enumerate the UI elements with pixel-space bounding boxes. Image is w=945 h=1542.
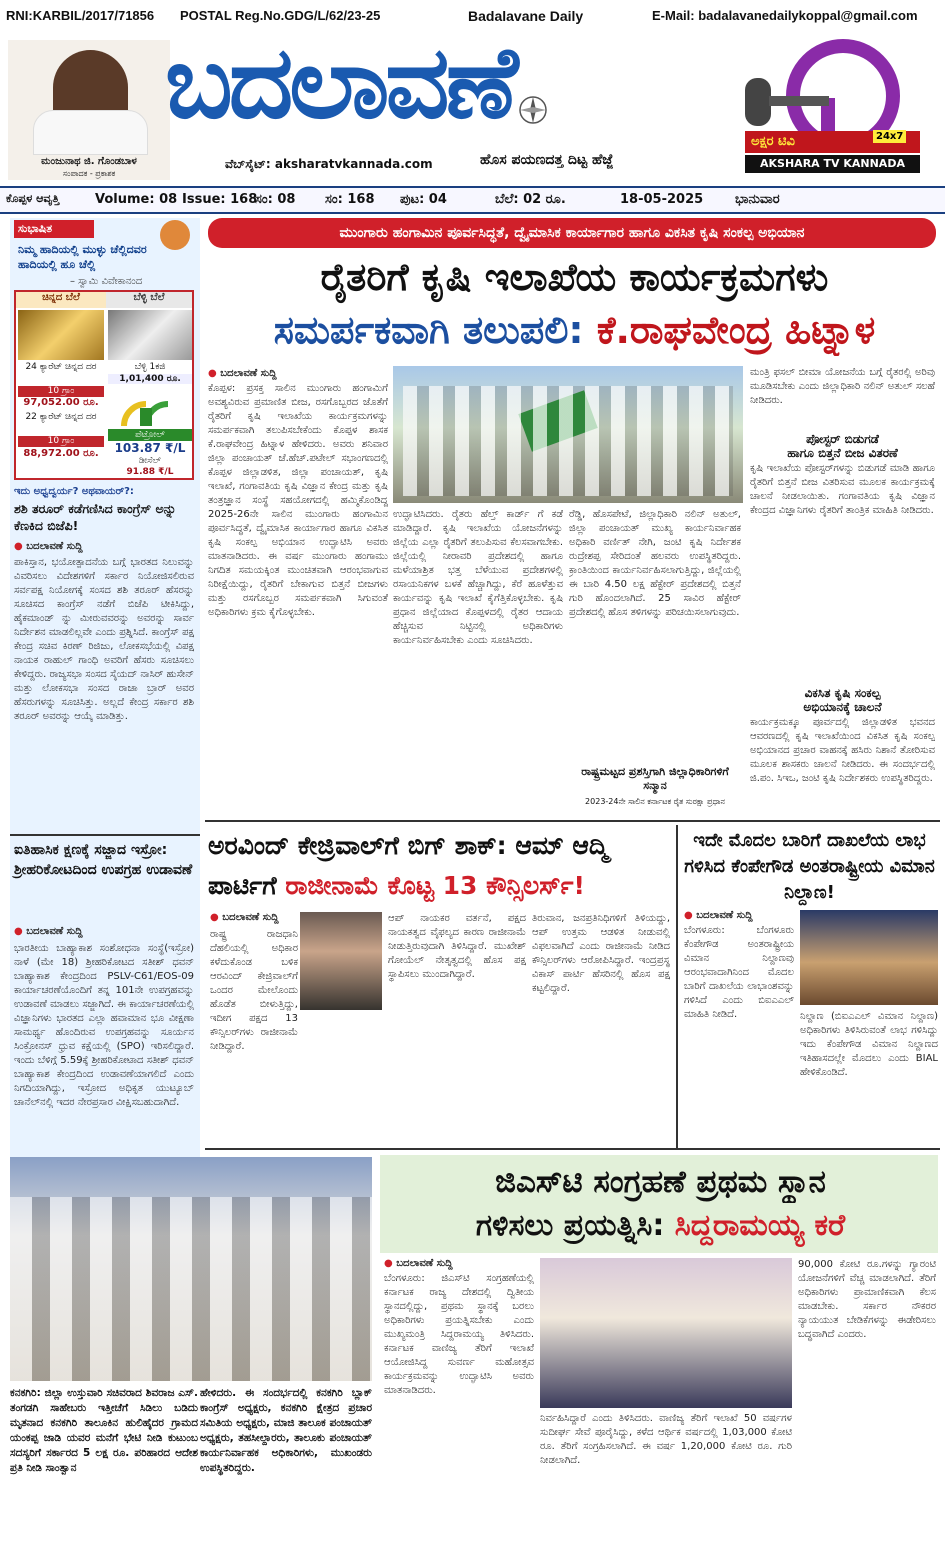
minister-visit-photo — [10, 1157, 372, 1381]
airport-photo — [800, 910, 938, 1005]
lead-body-col4: ಮಂತ್ರಿ ಫಸಲ್ ಬೀಮಾ ಯೋಜನೆಯ ಬಗ್ಗೆ ರೈತರಲ್ಲಿ ಅರಿವು ಮೂಡಿಸಬೇಕು ಎಂದು ಜಿಲ್ಲಾಧಿಕಾರಿ ನಲಿನ್ ಅತುಲ್ ಸಲಹೆ ನೀಡಿದರು. — [750, 367, 935, 406]
akshara-tv-logo — [735, 38, 925, 183]
lead-headline-line1[interactable]: ರೈತರಿಗೆ ಕೃಷಿ ಇಲಾಖೆಯ ಕಾರ್ಯಕ್ರಮಗಳು — [320, 255, 829, 299]
lead-headline-line2[interactable] — [212, 304, 937, 356]
sanchike: ಸಂ: 168 — [325, 192, 375, 207]
gold22-label: 22 ಕ್ಯಾರೆಟ್ ಚಿನ್ನದ ದರ — [25, 412, 97, 422]
lead-kicker: ಮುಂಗಾರು ಹಂಗಾಮಿನ ಪೂರ್ವಸಿದ್ಧತೆ, ದ್ವೈಮಾಸಿಕ ಕಾರ್ಯಾಗಾರ ಹಾಗೂ ವಿಕಸಿತ ಕೃಷಿ ಸಂಕಲ್ಪ ಅಭಿಯಾನ — [208, 218, 936, 248]
issue-number: Issue: 168 — [182, 192, 258, 207]
gst-event-photo — [540, 1258, 792, 1408]
editor-name: ಮಂಜುನಾಥ ಜಿ. ಗೊಂಡಬಾಳ — [41, 156, 137, 167]
petrol-label: ಪೆಟ್ರೋಲ್ — [108, 429, 192, 441]
lead-headline-part-b: ಕೆ.ರಾಘವೇಂದ್ರ ಹಿಟ್ನಾಳ — [596, 308, 876, 352]
tv-name-english: AKSHARA TV KANNADA — [745, 155, 920, 173]
kejriwal-body-col1: ರಾಷ್ಟ್ರ ರಾಜಧಾನಿ ದೆಹಲಿಯಲ್ಲಿ ಅಧಿಕಾರ ಕಳೆದುಕೊಂಡ ಬಳಿಕ ಆರವಿಂದ್ ಕೇಜ್ರಿವಾಲ್‌ಗೆ ಒಂದರ ಮೇಲೊಂದು ಹೊಡೆತ ಬೀಳುತ್ತಿದ್ದು, ಇದೀಗ ಪಕ್ಷದ 13 ಕೌನ್ಸಿಲರ್‌ಗಳು ರಾಜೀನಾಮೆ ನೀಡಿದ್ದಾರೆ. — [210, 929, 298, 1052]
kejriwal-body-col3: ತಿರುವಾನ, ಜನಪ್ರತಿನಿಧಿಗಳಿಗೆ ತಿಳಿಯದ್ದು, ಆಪ್ ಉತ್ತಮ ಆಡಳಿತ ನೀಡುವಲ್ಲಿ ವಿಫಲವಾಗಿದೆ ಎಂದು ರಾಜೀನಾಮೆ ನೀಡಿದ ಕೌನ್ಸಿಲರ್‌ಗಳು ಆರೋಪಿಸಿದ್ದಾರೆ. ಇಂದ್ರಪ್ರಸ್ಥ ವಿಕಾಸ್ ಪಾರ್ಟಿ ಹೆಸರಿನಲ್ಲಿ ಹೊಸ ಪಕ್ಷ ಕಟ್ಟಲಿದ್ದಾರೆ. — [532, 913, 670, 994]
postal-reg: POSTAL Reg.No.GDG/L/62/23-25 — [180, 8, 381, 23]
lead-body-col1: ಕೊಪ್ಪಳ: ಪ್ರಸಕ್ತ ಸಾಲಿನ ಮುಂಗಾರು ಹಂಗಾಮಿಗೆ ಅವಶ್ಯವಿರುವ ಪ್ರಮಾಣಿತ ಬೀಜ, ರಸಗೊಬ್ಬರದ ಜೊತೆಗೆ ರೈತರಿಗೆ ಕೃಷಿ ಇಲಾಖೆಯ ಕಾರ್ಯಕ್ರಮಗಳನ್ನು ಸಮರ್ಪಕವಾಗಿ ತಲುಪಿಸಬೇಕೆಂದು ಕೊಪ್ಪಳ ಶಾಸಕ ಕೆ.ರಾಘವೇಂದ್ರ ಹಿಟ್ನಾಳ ಹೇಳಿದರು. ಅವರು ಶನಿವಾರ ಜಿಲ್ಲಾ ಪಂಚಾಯತ್ ಜೆ.ಹೆಚ್.ಪಟೇಲ್ ಸಭಾಂಗಣದಲ್ಲಿ ಕೊಪ್ಪಳ ಜಿಲ್ಲಾಡಳಿತ, ಜಿಲ್ಲಾ ಪಂಚಾಯತ್, ಕೃಷಿ ಇಲಾಖೆ, ಗಂಗಾವತಿಯ ಕೃಷಿ ವಿಜ್ಞಾನ ಕೇಂದ್ರ ಮತ್ತು ಕೃಷಿ ತಂತ್ರಜ್ಞಾನ ಸಂಸ್ಥೆ ಸಹಯೋಗದಲ್ಲಿ ಹಮ್ಮಿಕೊಂಡಿದ್ದ 2025-26ನೇ ಸಾಲಿನ ಮುಂಗಾರು ಹಂಗಾಮಿನ ಪೂರ್ವಸಿದ್ಧತೆ, ದ್ವೈಮಾಸಿಕ ಕಾರ್ಯಾಗಾರ ಹಾಗೂ ವಿಕಸಿತ ಕೃಷಿ ಸಂಕಲ್ಪ ಅಭಿಯಾನ ಉದ್ಘಾಟಿಸಿ ಅವರು ಮಾತನಾಡಿದರು. ಈ ವರ್ಷ ಮುಂಗಾರು ಹಂಗಾಮು ನಿಗದಿತ ಸಮಯಕ್ಕಿಂತ ಮುಂಚಿತವಾಗಿ ಆರಂಭವಾಗುವ ನಿರೀಕ್ಷೆಯಿದ್ದು, ರೈತರಿಗೆ ಬೇಕಾಗುವ ಬಿತ್ತನೆ ಬೀಜಗಳು ಮತ್ತು ರಸಗೊಬ್ಬರ ಸಮರ್ಪಕವಾಗಿ ಸಿಗುವಂತೆ ಅಧಿಕಾರಿಗಳು ಕ್ರಮ ಕೈಗೊಳ್ಳಬೇಕು. — [208, 383, 388, 618]
gst-headline-box — [380, 1155, 938, 1253]
lead-sub2-title: ವಿಕಸಿತ ಕೃಷಿ ಸಂಕಲ್ಪ — [804, 686, 881, 700]
diesel-price: 91.88 ₹/L — [126, 467, 174, 477]
gst-headline-line1[interactable]: ಜಿಎಸ್‌ಟಿ ಸಂಗ್ರಹಣೆ ಪ್ರಥಮ ಸ್ಥಾನ — [495, 1164, 826, 1200]
rni-number: RNI:KARBIL/2017/71856 — [6, 8, 155, 23]
lead-photo — [393, 366, 743, 503]
gold-title: ಚಿನ್ನದ ಬೆಲೆ — [16, 292, 106, 308]
gold24-label: 24 ಕ್ಯಾರೆಟ್ ಚಿನ್ನದ ದರ — [25, 362, 97, 372]
lead-sub2-title-b: ಅಭಿಯಾನಕ್ಕೆ ಚಾಲನೆ — [803, 700, 882, 714]
gold24-price: 97,052.00 ರೂ. — [23, 397, 99, 408]
kejriwal-head2-part-b: ರಾಜೀನಾಮೆ ಕೊಟ್ಟ 13 ಕೌನ್ಸಿಲರ್ಸ್! — [285, 871, 585, 900]
price: ಬೆಲೆ: 02 ರೂ. — [495, 192, 566, 207]
story-isro-body: ಭಾರತೀಯ ಬಾಹ್ಯಾಕಾಶ ಸಂಶೋಧನಾ ಸಂಸ್ಥೆ(ಇಸ್ರೋ) ನಾಳೆ (ಮೇ 18) ಶ್ರೀಹರಿಕೋಟದ ಸತೀಶ್ ಧವನ್ ಬಾಹ್ಯಾಕಾಶ ಕೇಂದ್ರದಿಂದ PSLV-C61/EOS-09 ಕಾರ್ಯಾಚರಣೆಯೊಂದಿಗೆ ತನ್ನ 101ನೇ ಉಪಗ್ರಹವನ್ನು ಉಡಾವಣೆ ಮಾಡಲು ಸಜ್ಜಾಗಿದೆ. ಈ ಕಾರ್ಯಾಚರಣೆಯಲ್ಲಿ ವಿಜ್ಞಾನಿಗಳು ಭಾರತದ ಎಲ್ಲಾ ಹವಾಮಾನ ಭೂ ವೀಕ್ಷಣಾ ಸಾಮರ್ಥ್ಯ ಹೊಂದಿರುವ ಉಪಗ್ರಹವನ್ನು ಸೂರ್ಯನ ಸಿಂಕ್ರೋನಸ್ ಧ್ರುವ ಕಕ್ಷೆಯಲ್ಲಿ (SPO) ಇರಿಸಲಿದ್ದಾರೆ. ಇಂದು ಬೆಳಿಗ್ಗೆ 5.59ಕ್ಕೆ ಶ್ರೀಹರಿಕೋಟಾದ ಸತೀಶ್ ಧವನ್ ಬಾಹ್ಯಾಕಾಶ ಕೇಂದ್ರದಿಂದ ಉಡಾವಣೆಯಾಗಲಿದೆ ಎಂದು ನಿಗದಿಯಾಗಿದ್ದು, ಇಸ್ರೋದ ಅಧಿಕೃತ ಯುಟ್ಯೂಬ್ ಚಾನೆಲ್‌ನಲ್ಲಿ ಇದರ ನೇರಪ್ರಸಾರ ವೀಕ್ಷಿಸಬಹುದಾಗಿದೆ. — [14, 943, 194, 1108]
silver-title: ಬೆಳ್ಳಿ ಬೆಲೆ — [106, 292, 192, 308]
lead-sub1-title: ಪೋಸ್ಟರ್ ಬಿಡುಗಡೆ — [806, 432, 879, 446]
story-tharoor-headline[interactable]: ಶಶಿ ತರೂರ್ ಕಡೆಗಣಿಸಿದ ಕಾಂಗ್ರೆಸ್ ಅನ್ನು ಕೆಣಕಿದ ಬಿಜೆಪಿ! — [14, 501, 177, 533]
airport-headline[interactable]: ಇದೇ ಮೊದಲ ಬಾರಿಗೆ ದಾಖಲೆಯ ಲಾಭ ಗಳಿಸಿದ ಕೆಂಪೇಗೌಡ ಅಂತರಾಷ್ಟ್ರೀಯ ವಿಮಾನ ನಿಲ್ದಾಣ! — [684, 830, 935, 903]
kejriwal-head-part-a: ಅರವಿಂದ್ ಕೇಜ್ರಿವಾಲ್‌ಗೆ ಬಿಗ್ ಶಾಕ್: — [208, 831, 516, 860]
kejriwal-headline-line1[interactable] — [208, 828, 668, 864]
gold-bars-image — [18, 310, 104, 360]
story-isro-headline[interactable]: ಐತಿಹಾಸಿಕ ಕ್ಷಣಕ್ಕೆ ಸಜ್ಜಾದ ಇಸ್ರೋ: ಶ್ರೀಹರಿಕೋಟದಿಂದ ಉಪಗ್ರಹ ಉಡಾವಣೆ — [14, 842, 193, 878]
editor-photo — [8, 40, 170, 180]
lead-body-col2: ಉದ್ಘಾಟಿಸಿದರು. ರೈತರು ಹೆಲ್ತ್ ಕಾರ್ಡ್ ಗೆ ಕಡೆ ಮಾಡಿದ್ದಾರೆ. ಕೃಷಿ ಇಲಾಖೆಯ ಯೋಜನೆಗಳನ್ನು ಜಿಲ್ಲೆಯ ಎಲ್ಲಾ ರೈತರಿಗೆ ತಲುಪಿಸುವ ಕೆಲಸವಾಗಬೇಕು. ಜಿಲ್ಲೆಯಲ್ಲಿ ನೀರಾವರಿ ಪ್ರದೇಶದಲ್ಲಿ ಹಾಗೂ ಮಳೆಯಾಶ್ರಿತ ಭತ್ತ ಬೆಳೆಯುವ ಪ್ರದೇಶಗಳಲ್ಲಿ ರಸಾಯನಿಕಗಳ ಬಳಕೆ ಹೆಚ್ಚಾಗಿದ್ದು, ಕೆರೆ ಹೂಳೆತ್ತುವ ಕಾರ್ಯವನ್ನು ಕೃಷಿ ಇಲಾಖೆ ಕೈಗೆತ್ತಿಕೊಳ್ಳಬೇಕು. ಕೃಷಿ ಪ್ರಧಾನ ಜಿಲ್ಲೆಯಾದ ಕೊಪ್ಪಳದಲ್ಲಿ ರೈತರ ಆದಾಯ ಹೆಚ್ಚಿಸುವ ನಿಟ್ಟಿನಲ್ಲಿ ಅಧಿಕಾರಿಗಳು ಕಾರ್ಯನಿರ್ವಹಿಸಬೇಕು ಎಂದು ಸೂಚಿಸಿದರು. — [393, 509, 563, 646]
samputa: ಸಂ: 08 — [255, 192, 296, 207]
pages: ಪುಟ: 04 — [400, 192, 447, 207]
gst-body-col3: 90,000 ಕೋಟಿ ರೂ.ಗಳನ್ನು ಗ್ಯಾರಂಟಿ ಯೋಜನೆಗಳಿಗೆ ವೆಚ್ಚ ಮಾಡಲಾಗಿದೆ. ತೆರಿಗೆ ಅಧಿಕಾರಿಗಳು ಪ್ರಾಮಾಣಿಕವಾಗಿ ಕೆಲಸ ಮಾಡಬೇಕು. ಸರ್ಕಾರ ನೌಕರರ ನ್ಯಾಯಯುತ ಬೇಡಿಕೆಗಳನ್ನು ಈಡೇರಿಸಲು ಬದ್ಧವಾಗಿದೆ ಎಂದರು. — [798, 1259, 936, 1340]
silver-unit: ಬೆಳ್ಳಿ 1ಕಜಿ — [134, 362, 166, 372]
airport-byline: ● ಬದಲಾವಣೆ ಸುದ್ದಿ — [684, 910, 753, 921]
email[interactable]: E-Mail: badalavanedailykoppal@gmail.com — [652, 8, 918, 23]
compass-icon — [518, 95, 548, 125]
subhashita-title: ಸುಭಾಷಿತ — [14, 220, 94, 238]
gold24-unit: 10 ಗ್ರಾಂ — [18, 386, 104, 397]
gst-body-col2: ನಿರ್ವಹಿಸಿದ್ದಾರೆ ಎಂದು ತಿಳಿಸಿದರು. ವಾಣಿಜ್ಯ ತೆರಿಗೆ ಇಲಾಖೆ 50 ವರ್ಷಗಳ ಸುದೀರ್ಘ ಸೇವೆ ಪೂರೈಸಿದ್ದು, ಕಳೆದ ಆರ್ಥಿಕ ವರ್ಷದಲ್ಲಿ 1,03,000 ಕೋಟಿ ರೂ. ತೆರಿಗೆ ಸಂಗ್ರಹಿಸಲಾಗಿದೆ. ಈ ವರ್ಷ 1,20,000 ಕೋಟಿ ರೂ. ಗುರಿ ನೀಡಲಾಗಿದೆ. — [540, 1413, 792, 1466]
gold22-unit: 10 ಗ್ರಾಂ — [18, 436, 104, 447]
issue-bar — [0, 186, 945, 214]
subhashita-author: – ಸ್ವಾಮಿ ವಿವೇಕಾನಂದ — [70, 276, 143, 287]
paper-name-english: Badalavane Daily — [468, 8, 584, 24]
story-tharoor-body: ಪಾಕಿಸ್ತಾನ, ಭಯೋತ್ಪಾದನೆಯ ಬಗ್ಗೆ ಭಾರತದ ನಿಲುವನ್ನು ವಿವರಿಸಲು ವಿದೇಶಗಳಿಗೆ ಸರ್ಕಾರ ನಿಯೋಜಿಸಲಿರುವ ಸರ್ವಪಕ್ಷ ನಿಯೋಗಕ್ಕೆ ಸಂಸದ ಶಶಿ ತರೂರ್ ಹೆಸರನ್ನು ಸೂಚಿಸದ ಕಾಂಗ್ರೆಸ್ ನಡೆಗೆ ಬಿಜೆಪಿ ಟೀಕಿಸಿದ್ದು, ಹೈಕಮಾಂಡ್ ನ್ನು ಮೀರುವವರನ್ನು ಅವರನ್ನು ಸಾರ್ವ ನಿರ್ದೇಶನ ಮಾಡಲಿಲ್ಲವೇ ಎಂದು ಪ್ರಶ್ನಿಸಿದೆ. ಕಾಂಗ್ರೆಸ್ ಪಕ್ಷ ಕೇಂದ್ರ ಸಚಿವ ಕಿರಣ್ ರಿಜಿಜು, ಲೋಕಸಭೆಯಲ್ಲಿ ವಿಪಕ್ಷ ನಾಯಕ ರಾಹುಲ್ ಗಾಂಧಿ ಅವರಿಗೆ ಹೆಸರು ಸೂಚಿಸಲು ಕೇಳಿದ್ದರು. ರಾಜ್ಯಸಭಾ ಸಂಸದ ಸೈಯದ್ ನಾಸಿರ್ ಹುಸೇನ್ ಮತ್ತು ಲೋಕಸಭಾ ಸಂಸದ ರಾಜಾ ಬ್ರಾರ್ ಅವರ ಹೆಸರುಗಳನ್ನು ಸೂಚಿಸಿತ್ತು. ಅಲ್ಲದೆ ಕೇಂದ್ರ ಸರ್ಕಾರ ಶಶಿ ತರೂರ್ ಅವರನ್ನು ಆಯ್ಕೆ ಮಾಡಿತ್ತು. — [14, 557, 194, 722]
kejriwal-byline: ● ಬದಲಾವಣೆ ಸುದ್ದಿ — [210, 912, 279, 923]
petrol-price: 103.87 ₹/L — [114, 441, 186, 455]
vivekananda-portrait — [160, 220, 190, 250]
tagline: ಹೊಸ ಪಯಣದತ್ತ ದಿಟ್ಟ ಹೆಜ್ಜೆ — [480, 152, 614, 168]
silver-bars-image — [108, 310, 192, 360]
kejriwal-headline-line2[interactable] — [208, 866, 668, 906]
airport-body-col2: ನಿಲ್ದಾಣ (ಬಿಐಎಎಲ್ ವಿಮಾನ ನಿಲ್ದಾಣ) ಅಧಿಕಾರಿಗಳು ತಿಳಿಸಿರುವಂತೆ ಲಾಭ ಗಳಿಸಿದ್ದು ಇದು ಕೆಂಪೇಗೌಡ ವಿಮಾನ ನಿಲ್ದಾಣದ ಇತಿಹಾಸದಲ್ಲೇ ಮೊದಲು ಎಂದು BIAL ಹೇಳಿಕೊಂಡಿದೆ. — [800, 1011, 938, 1078]
diesel-label: ಡೀಸೆಲ್ — [138, 456, 162, 466]
edition: ಕೊಪ್ಪಳ ಆವೃತ್ತಿ — [6, 192, 60, 205]
tv-24x7: 24x7 — [873, 130, 906, 143]
volume: Volume: 08 — [95, 192, 178, 207]
lower-divider — [205, 1148, 940, 1150]
issue-day: ಭಾನುವಾರ — [735, 192, 780, 207]
lead-body-col3: ರೆಡ್ಡಿ, ಹೊಸಪೇಟೆ, ಜಿಲ್ಲಾಧಿಕಾರಿ ನಲಿನ್ ಅತುಲ್, ಜಿಲ್ಲಾ ಪಂಚಾಯತ್ ಮುಖ್ಯ ಕಾರ್ಯನಿರ್ವಾಹಕ ಅಧಿಕಾರಿ ವರ್ಣಿತ್ ನೇಗಿ, ಜಂಟಿ ಕೃಷಿ ನಿರ್ದೇಶಕ ರುದ್ರೇಶಪ್ಪ ಸೇರಿದಂತೆ ಹಲವರು ಉಪಸ್ಥಿತರಿದ್ದರು. ಕ್ರಾಂತಿಯಿಂದ ಕಾರ್ಯನಿರ್ವಹಿಸಲಾಗುತ್ತಿದ್ದು, ಜಿಲ್ಲೆಯಲ್ಲಿ ಈ ಬಾರಿ 4.50 ಲಕ್ಷ ಹೆಕ್ಟೇರ್ ಪ್ರದೇಶದಲ್ಲಿ ಬಿತ್ತನೆ ಗುರಿ ಹೊಂದಲಾಗಿದೆ. 25 ಸಾವಿರ ಹೆಕ್ಟೇರ್ ಪ್ರದೇಶದಲ್ಲಿ ಹೊಸ ತಳಿಗಳನ್ನು ಪರಿಚಯಿಸಲಾಗುವುದು. — [569, 509, 741, 618]
lead-byline: ● ಬದಲಾವಣೆ ಸುದ್ದಿ — [208, 368, 277, 379]
issue-date: 18-05-2025 — [620, 192, 704, 207]
kejriwal-head2-part-a: ಪಾರ್ಟಿಗೆ — [208, 871, 286, 900]
fuel-pump-icon — [116, 388, 176, 428]
lead-sub1-body: ಕೃಷಿ ಇಲಾಖೆಯ ಪೋಸ್ಟರ್‌ಗಳನ್ನು ಬಿಡುಗಡೆ ಮಾಡಿ ಹಾಗೂ ರೈತರಿಗೆ ಬಿತ್ತನೆ ಬೀಜ ವಿತರಿಸುವ ಮೂಲಕ ಕಾರ್ಯಕ್ರಮಕ್ಕೆ ಚಾಲನೆ ನೀಡಲಾಯಿತು. ಗಂಗಾವತಿಯ ಕೃಷಿ ವಿಜ್ಞಾನ ಕೇಂದ್ರದ ವಿಜ್ಞಾನಿಗಳು ರೈತರಿಗೆ ತಾಂತ್ರಿಕ ಮಾಹಿತಿ ನೀಡಿದರು. — [750, 463, 935, 516]
minister-visit-caption-2: ಹೇಳಿದರು. ಈ ಸಂದರ್ಭದಲ್ಲಿ ಕನಕಗಿರಿ ಬ್ಲಾಕ್ ಕಾಂಗ್ರೆಸ್ ಅಧ್ಯಕ್ಷರು, ಕನಕಗಿರಿ ಕ್ಷೇತ್ರದ ಪ್ರಚಾರ ಸಮಿತಿಯ ಅಧ್ಯಕ್ಷರು, ಮಾಜಿ ತಾಲೂಕ ಪಂಚಾಯತ್ ಅಧ್ಯಕ್ಷರು, ತಹಸೀಲ್ದಾರರು, ತಾಲೂಕು ಪಂಚಾಯತ್ ಕಾರ್ಯನಿರ್ವಾಹಕ ಅಧಿಕಾರಿಗಳು, ಮುಖಂಡರು ಉಪಸ್ಥಿತರಿದ್ದರು. — [200, 1387, 372, 1474]
story-tharoor-kicker: ಇದು ಅಧ್ವದ್ವರ್ಯ? ಅಥವಾಯರ್?: — [14, 486, 134, 497]
airport-body-col1: ಬೆಂಗಳೂರು: ಬೆಂಗಳೂರು ಕೆಂಪೇಗೌಡ ಅಂತರಾಷ್ಟ್ರೀಯ ವಿಮಾನ ನಿಲ್ದಾಣವು ಆರಂಭವಾದಾಗಿನಿಂದ ಮೊದಲ ಬಾರಿಗೆ ದಾಖಲೆಯ ಲಾಭಾಂಶವನ್ನು ಗಳಿಸಿದೆ ಎಂದು ಬಿಐಎಎಲ್ ಮಾಹಿತಿ ನೀಡಿದೆ. — [684, 925, 794, 1020]
subhashita-text: ನಿಮ್ಮ ಹಾದಿಯಲ್ಲಿ ಮುಳ್ಳು ಚೆಲ್ಲಿದವರ ಹಾದಿಯಲ್ಲಿ ಹೂ ಚೆಲ್ಲಿ — [18, 243, 147, 271]
sidebar-divider — [10, 834, 200, 836]
gold22-price: 88,972.00 ರೂ. — [23, 448, 99, 459]
tv-name-kannada: ಅಕ್ಷರ ಟಿವಿ — [745, 131, 920, 153]
gst-headline-line2[interactable] — [388, 1205, 933, 1247]
lead-sub2-body: ಕಾರ್ಯಕ್ರಮಕ್ಕೂ ಪೂರ್ವದಲ್ಲಿ ಜಿಲ್ಲಾಡಳಿತ ಭವನದ ಆವರಣದಲ್ಲಿ ಕೃಷಿ ಇಲಾಖೆಯಿಂದ ವಿಕಸಿತ ಕೃಷಿ ಸಂಕಲ್ಪ ಅಭಿಯಾನದ ಪ್ರಚಾರ ವಾಹನಕ್ಕೆ ಹಸಿರು ನಿಶಾನೆ ತೋರಿಸುವ ಮೂಲಕ ಶಾಸಕರು ಚಾಲನೆ ನೀಡಿದರು. ಈ ಸಂದರ್ಭದಲ್ಲಿ ಜಿ.ಪಂ. ಸಿಇಒ, ಜಂಟಿ ಕೃಷಿ ನಿರ್ದೇಶಕರು ಉಪಸ್ಥಿತರಿದ್ದರು. — [750, 717, 935, 784]
lead-photo-caption: ರಾಷ್ಟ್ರಮಟ್ಟದ ಪ್ರಶಸ್ತಿಗಾಗಿ ಜಿಲ್ಲಾಧಿಕಾರಿಗಳಿಗೆ ಸನ್ಮಾನ — [581, 765, 729, 792]
gst-body-col1: ಬೆಂಗಳೂರು: ಜಿಎಸ್‌ಟಿ ಸಂಗ್ರಹಣೆಯಲ್ಲಿ ಕರ್ನಾಟಕ ರಾಜ್ಯ ದೇಶದಲ್ಲಿ ದ್ವಿತೀಯ ಸ್ಥಾನದಲ್ಲಿದ್ದು, ಪ್ರಥಮ ಸ್ಥಾನಕ್ಕೆ ಬರಲು ಅಧಿಕಾರಿಗಳು ಪ್ರಯತ್ನಿಸಬೇಕು ಎಂದು ಮುಖ್ಯಮಂತ್ರಿ ಸಿದ್ದರಾಮಯ್ಯ ತಿಳಿಸಿದರು. ಕರ್ನಾಟಕ ವಾಣಿಜ್ಯ ತೆರಿಗೆ ಇಲಾಖೆ ಆಯೋಜಿಸಿದ್ದ ಸುವರ್ಣ ಮಹೋತ್ಸವ ಕಾರ್ಯಕ್ರಮವನ್ನು ಉದ್ಘಾಟಿಸಿ ಅವರು ಮಾತನಾಡಿದರು. — [384, 1273, 534, 1396]
kejriwal-head-part-b: ಆಮ್ ಆದ್ಮಿ — [515, 831, 609, 860]
lead-sub1-title-b: ಹಾಗೂ ಬಿತ್ತನೆ ಬೀಜ ವಿತರಣೆ — [787, 446, 898, 460]
lead-photo-caption2: 2023-24ನೇ ಸಾಲಿನ ಕರ್ನಾಟಕ ರೈತ ಸುರಕ್ಷಾ ಪ್ರಧಾನ — [585, 797, 725, 806]
gst-head2-part-b: ಸಿದ್ದರಾಮಯ್ಯ ಕರೆ — [674, 1208, 846, 1243]
lead-headline-part-a: ಸಮರ್ಪಕವಾಗಿ ತಲುಪಲಿ: — [273, 308, 597, 352]
kejriwal-body-col2: ಆಪ್ ನಾಯಕರ ವರ್ತನೆ, ಪಕ್ಷದ ನಾಯಕತ್ವದ ವೈಫಲ್ಯದ ಕಾರಣ ರಾಜೀನಾಮೆ ನೀಡುತ್ತಿರುವುದಾಗಿ ತಿಳಿಸಿದ್ದಾರೆ. ಮುಖೇಶ್ ಗೋಯೆಲ್ ನೇತೃತ್ವದಲ್ಲಿ ಹೊಸ ಪಕ್ಷ ಸ್ಥಾಪಿಸಲು ಮುಂದಾಗಿದ್ದಾರೆ. — [388, 913, 526, 980]
kejriwal-photo — [300, 912, 382, 1010]
gst-byline: ● ಬದಲಾವಣೆ ಸುದ್ದಿ — [384, 1258, 453, 1269]
masthead-title: ಬದಲಾವಣೆ — [165, 28, 515, 138]
minister-visit-caption: ಕನಕಗಿರಿ: ಜಿಲ್ಲಾ ಉಸ್ತುವಾರಿ ಸಚಿವರಾದ ಶಿವರಾಜ ಎಸ್. ತಂಗಡಗಿ ಸಾಹೇಬರು ಇತ್ತೀಚೆಗೆ ಸಿಡಿಲು ಬಡಿದು ಮೃತನಾದ ಕನಕಗಿರಿ ತಾಲೂಕಿನ ಹುಲಿಹೈದರ ಗ್ರಾಮದ ಯಂಕಪ್ಪ ಜಾಡಿ ಯವರ ಮನೆಗೆ ಭೇಟಿ ನೀಡಿ ಕುಟುಂಬ ಸದಸ್ಯರಿಗೆ ಸರ್ಕಾರದ 5 ಲಕ್ಷ ರೂ. ಪರಿಹಾರದ ಆದೇಶ ಪ್ರತಿ ನೀಡಿ ಸಾಂತ್ವಾನ — [10, 1387, 198, 1474]
price-box — [14, 290, 194, 480]
silver-price: 1,01,400 ರೂ. — [108, 374, 192, 384]
story-isro-byline: ● ಬದಲಾವಣೆ ಸುದ್ದಿ — [14, 926, 83, 937]
editor-role: ಸಂಪಾದಕ - ಪ್ರಕಾಶಕ — [62, 169, 116, 178]
mid-divider — [205, 820, 940, 822]
gst-head2-part-a: ಗಳಿಸಲು ಪ್ರಯತ್ನಿಸಿ: — [475, 1208, 675, 1243]
website-link[interactable]: ವೆಬ್‌ಸೈಟ್: aksharatvkannada.com — [225, 157, 433, 171]
vertical-divider — [676, 825, 678, 1150]
story-tharoor-byline: ● ಬದಲಾವಣೆ ಸುದ್ದಿ — [14, 541, 83, 552]
